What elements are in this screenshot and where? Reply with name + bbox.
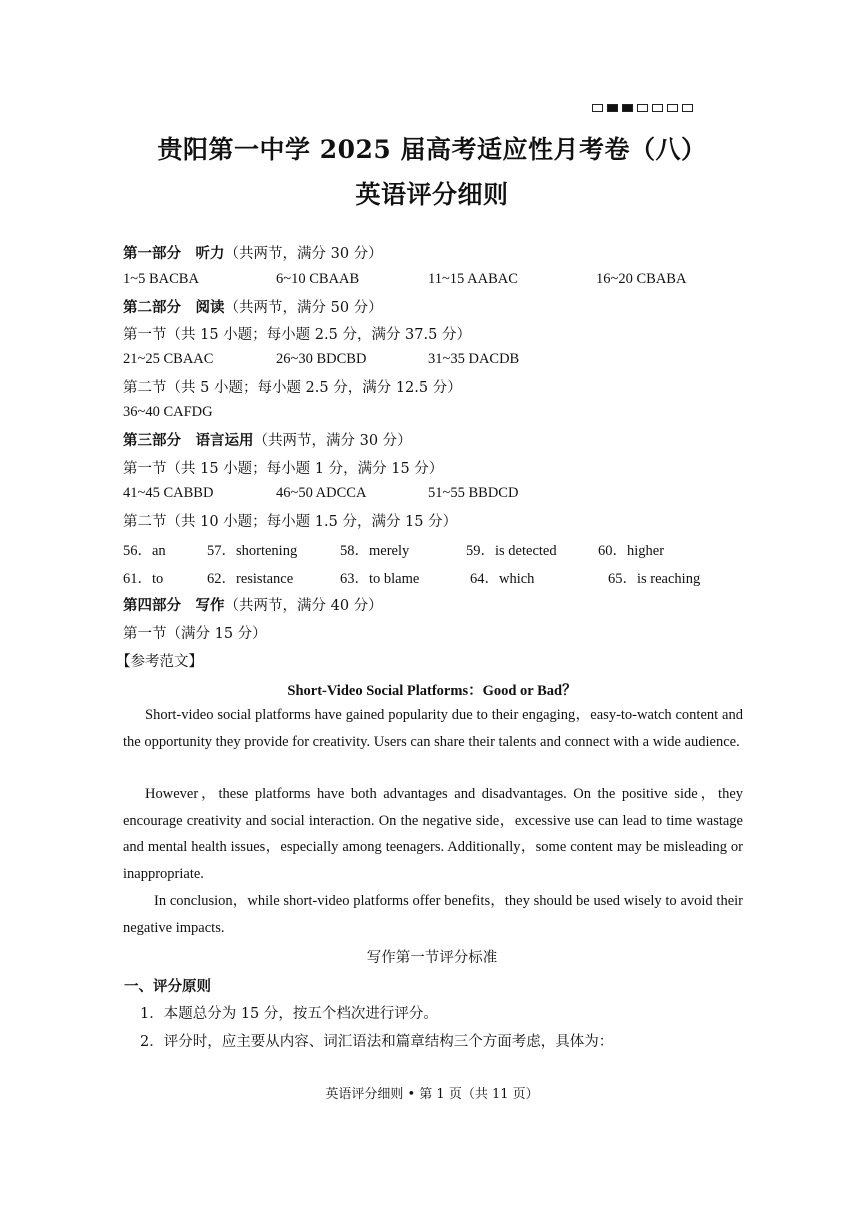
marker-box-7 [682, 104, 693, 112]
essay-paragraph-1: Short-video social platforms have gained popularity due to their engaging，easy-to-watch content and the opportunity they provide for creativity. Users can share their talents and connect with a wide audience. [123, 707, 743, 750]
page-footer: 英语评分细则 • 第 1 页（共 11 页） [325, 1087, 539, 1102]
sample-essay-label: 【参考范文】 [116, 654, 203, 670]
part1-heading: 第一部分 听力 [123, 245, 225, 262]
principles-heading: 一、评分原则 [124, 978, 211, 995]
part1-note: （共两节，满分 30 分） [224, 246, 383, 262]
part2-note: （共两节，满分 50 分） [224, 300, 383, 316]
answer-51-55: 51~55 BBDCD [428, 485, 519, 501]
part3-heading-line [123, 429, 412, 450]
marker-box-4 [637, 104, 648, 112]
document-title: 贵阳第一中学 2025 届高考适应性月考卷（八） [157, 135, 707, 164]
part4-heading: 第四部分 写作 [123, 597, 225, 614]
answer-57: 57．shortening [207, 543, 298, 559]
essay-paragraph-2: However，these platforms have both advantages and disadvantages. On the positive side，they encourage creativity and social interaction. On the negative side，excessive use can lead to time wastage and mental health issues，especially among teenagers. Additionally，some content may be misleading or inappropriate. [123, 786, 743, 882]
document-subtitle: 英语评分细则 [355, 180, 509, 209]
part3-heading: 第三部分 语言运用 [123, 432, 254, 449]
part2-section1: 第一节（共 15 小题；每小题 2.5 分，满分 37.5 分） [123, 327, 471, 343]
answer-6-10: 6~10 CBAAB [276, 271, 360, 287]
marker-box-1 [592, 104, 603, 112]
part4-note: （共两节，满分 40 分） [224, 598, 383, 614]
part1-heading-line [123, 242, 383, 263]
answer-56: 56．an [123, 543, 166, 559]
marker-box-5 [652, 104, 663, 112]
answer-36-40: 36~40 CAFDG [123, 404, 213, 420]
essay-paragraph-3: In conclusion，while short-video platforms offer benefits，they should be used wisely to avoid their negative impacts. [123, 893, 743, 936]
answer-26-30: 26~30 BDCBD [276, 351, 367, 367]
part4-heading-line [123, 594, 383, 615]
marker-box-3 [622, 104, 633, 112]
essay-title: Short-Video Social Platforms：Good or Bad？ [287, 683, 577, 699]
answer-63: 63．to blame [340, 571, 420, 587]
page-marker-boxes [592, 104, 693, 112]
principle-2: 2．评分时，应主要从内容、词汇语法和篇章结构三个方面考虑，具体为： [140, 1034, 614, 1050]
answer-31-35: 31~35 DACDB [428, 351, 520, 367]
part2-heading: 第二部分 阅读 [123, 299, 225, 316]
answer-1-5: 1~5 BACBA [123, 271, 199, 287]
principle-1: 1．本题总分为 15 分，按五个档次进行评分。 [140, 1006, 438, 1022]
criteria-title: 写作第一节评分标准 [366, 950, 498, 966]
part4-section1: 第一节（满分 15 分） [123, 626, 267, 642]
part3-note: （共两节，满分 30 分） [253, 433, 412, 449]
answer-60: 60．higher [598, 543, 665, 559]
part2-heading-line [123, 296, 383, 317]
answer-64: 64．which [470, 571, 535, 587]
answer-62: 62．resistance [207, 571, 294, 587]
answer-61: 61．to [123, 571, 164, 587]
answer-11-15: 11~15 AABAC [428, 271, 518, 287]
answer-16-20: 16~20 CBABA [596, 271, 687, 287]
part3-section1: 第一节（共 15 小题；每小题 1 分，满分 15 分） [123, 461, 444, 477]
answer-65: 65．is reaching [608, 571, 701, 587]
answer-58: 58．merely [340, 543, 410, 559]
answer-21-25: 21~25 CBAAC [123, 351, 214, 367]
marker-box-2 [607, 104, 618, 112]
answer-46-50: 46~50 ADCCA [276, 485, 367, 501]
answer-41-45: 41~45 CABBD [123, 485, 214, 501]
answer-59: 59．is detected [466, 543, 557, 559]
part3-section2: 第二节（共 10 小题；每小题 1.5 分，满分 15 分） [123, 514, 458, 530]
marker-box-6 [667, 104, 678, 112]
part2-section2: 第二节（共 5 小题；每小题 2.5 分，满分 12.5 分） [123, 380, 462, 396]
